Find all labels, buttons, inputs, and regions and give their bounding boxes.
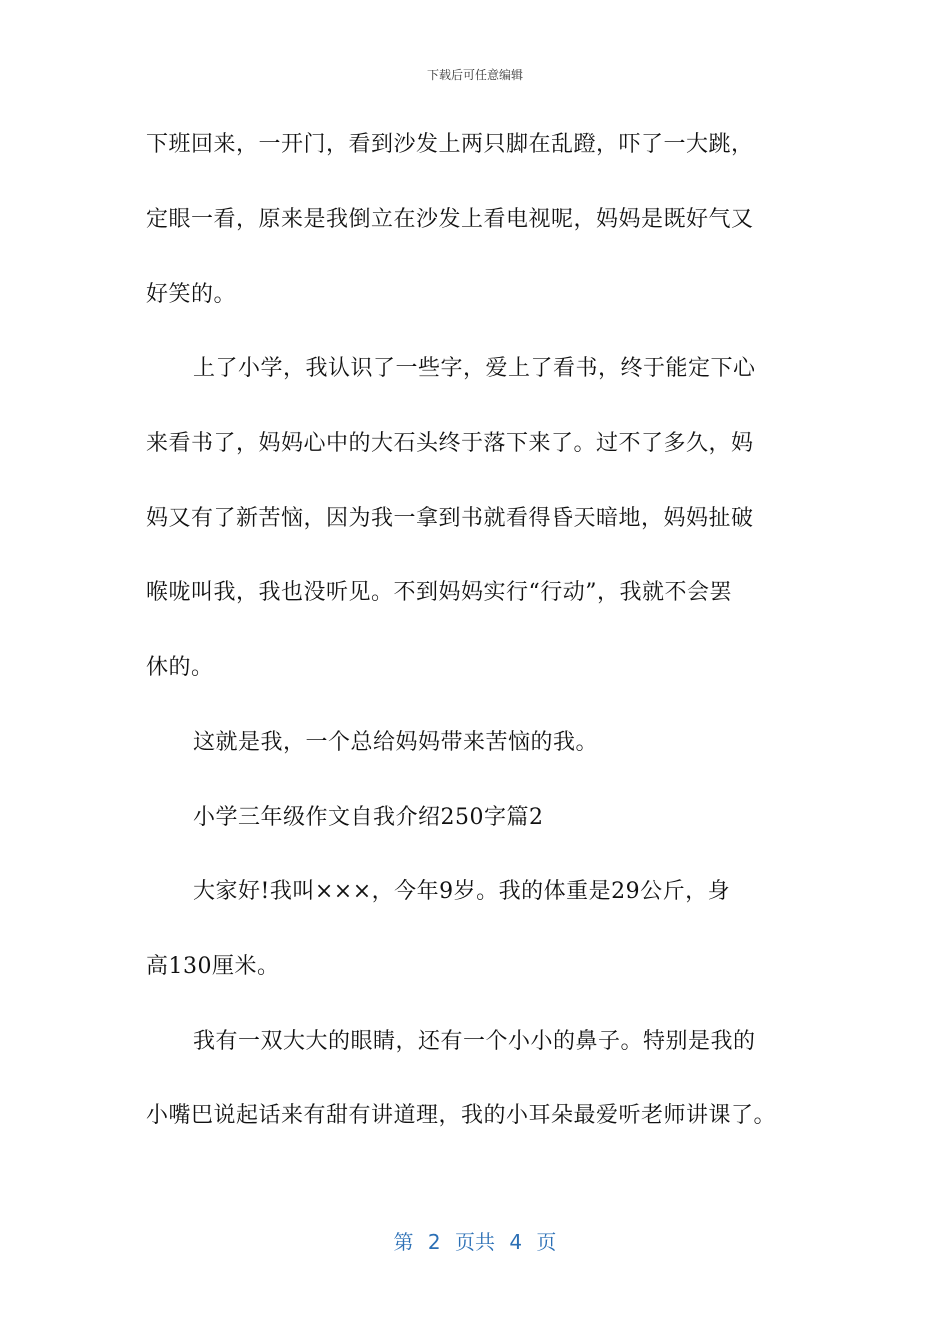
body-line-2: 定眼一看，原来是我倒立在沙发上看电视呢，妈妈是既好气又 xyxy=(146,207,754,232)
body-line-9: 这就是我，一个总给妈妈带来苦恼的我。 xyxy=(193,730,599,755)
body-line-8: 休的。 xyxy=(146,655,214,680)
body-line-1: 下班回来，一开门，看到沙发上两只脚在乱蹬，吓了一大跳， xyxy=(146,132,754,157)
body-line-14: 小嘴巴说起话来有甜有讲道理，我的小耳朵最爱听老师讲课了。 xyxy=(146,1103,777,1128)
page-header: 下载后可任意编辑 xyxy=(426,68,523,82)
body-line-5: 来看书了，妈妈心中的大石头终于落下来了。过不了多久，妈 xyxy=(146,431,754,456)
body-line-4: 上了小学，我认识了一些字，爱上了看书，终于能定下心 xyxy=(193,356,756,381)
section-title: 小学三年级作文自我介绍250字篇2 xyxy=(193,805,544,830)
body-line-6: 妈又有了新苦恼，因为我一拿到书就看得昏天暗地，妈妈扯破 xyxy=(146,506,754,531)
body-line-7: 喉咙叫我，我也没听见。不到妈妈实行“行动”，我就不会罢 xyxy=(146,580,732,605)
body-line-11: 大家好!我叫×××，今年9岁。我的体重是29公斤，身 xyxy=(193,879,731,904)
page-number-footer: 第 2 页共 4 页 xyxy=(393,1230,557,1254)
body-line-3: 好笑的。 xyxy=(146,282,237,307)
body-line-12: 高130厘米。 xyxy=(146,954,280,979)
body-line-13: 我有一双大大的眼睛，还有一个小小的鼻子。特别是我的 xyxy=(193,1029,756,1054)
